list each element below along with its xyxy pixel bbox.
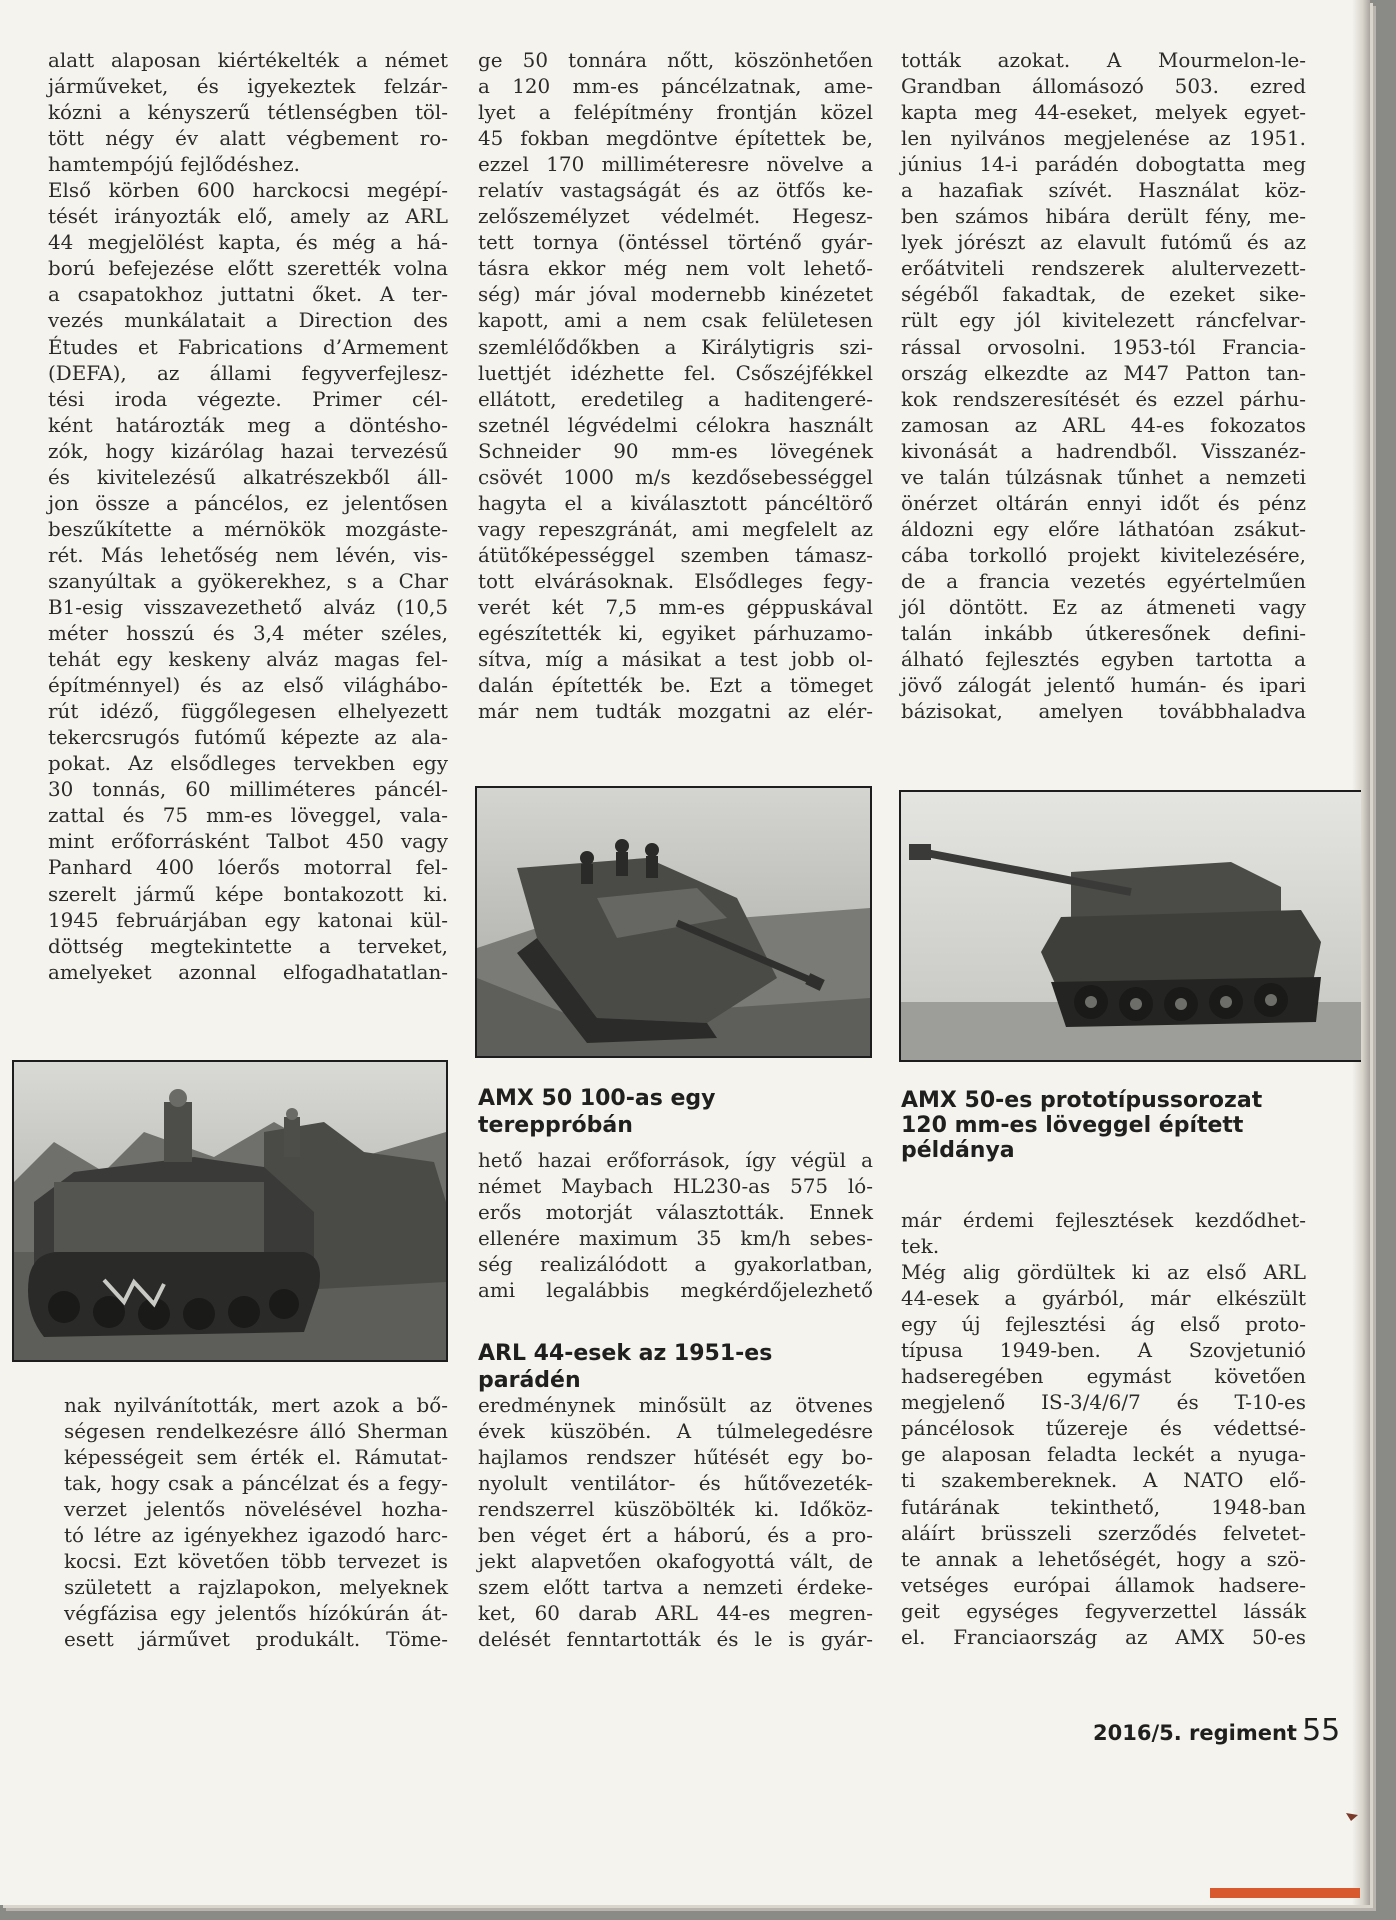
text-line: ségesen rendelkezésre álló Sherman [64,1420,448,1444]
caption-amx50-120 [901,1088,1321,1163]
text-line: alatt alaposan kiértékelték a német [48,49,448,72]
text-line: pokat. Az elsődleges tervekben egy [48,752,448,776]
text-line: ellátott, eredetileg a haditengeré- [478,387,873,411]
text-line: végfázisa egy jelentős hízókúrán át- [64,1602,448,1626]
text-line: (DEFA), az állami fegyverfejlesz- [48,361,448,385]
text-line: építménnyel) és az első világhábo- [48,674,448,698]
text-line: Grandban állomásozó 503. ezred [901,75,1306,99]
text-line: ge alaposan feladta leckét a nyuga- [901,1443,1306,1467]
caption-amx50-120-line-1: AMX 50-es prototípussorozat [901,1088,1263,1113]
column-2-text-bottom [478,1393,873,1653]
text-line: talán inkább útkeresőnek defini- [901,622,1306,646]
page-edge-accent [1210,1888,1360,1898]
caption-amx50-100: AMX 50 100-as egy tereppróbán [478,1086,716,1138]
text-line: tek. [901,1235,940,1259]
text-line: tott elvárásoknak. Elsődleges fegy- [478,569,873,593]
text-line: luettjét idézhette fel. Csőszéjfékkel [478,361,873,385]
text-line: és kivitelezésű alkatrészekből áll- [48,465,448,489]
text-line: rült egy jól kivitelezett ráncfelvar- [901,309,1306,333]
text-line: len nyilvános megjelenése az 1951. [901,127,1306,151]
text-line: már érdemi fejlesztések kezdődhet- [901,1209,1306,1232]
text-line: el. Franciaország az AMX 50-es [901,1625,1306,1649]
caption-arl44-parade: ARL 44-esek az 1951-es parádén [478,1341,773,1393]
text-line: nyolult ventilátor- és hűtővezeték- [478,1472,873,1496]
text-line: szem előtt tartva a nemzeti érdeke- [478,1576,873,1600]
text-line: bázisokat, amelyen továbbhaladva [901,700,1306,724]
text-line: de a francia vezetés egyértelműen [901,569,1306,593]
issue-label: 2016/5. regiment [1093,1721,1297,1745]
text-line: erőátviteli rendszerek alultervezett- [901,257,1306,281]
text-line: Még alig gördültek ki az első ARL [901,1261,1306,1285]
text-line: már nem tudták mozgatni az elér- [478,700,873,724]
text-line: rét. Más lehetőség nem lévén, vis- [48,543,448,567]
column-2-text-top [478,48,873,725]
text-line: jon össze a páncélos, ez jelentősen [48,491,448,515]
text-line: tett tornya (öntéssel történő gyár- [478,231,873,255]
text-line: a hazafiak szívét. Használat köz- [901,179,1306,203]
text-line: tak, hogy csak a páncélzat és a fegy- [64,1472,448,1496]
text-line: mint erőforrásként Talbot 450 vagy [48,830,448,854]
text-line: tehát egy keskeny alváz magas fel- [48,648,448,672]
text-line: kapta meg 44-eseket, melyek egyet- [901,101,1306,125]
text-line: ország elkezdte az M47 Patton tan- [901,361,1306,385]
text-line: évek küszöbén. A túlmelegedésre [478,1420,873,1444]
text-line: ború befejezése előtt szerették volna [48,257,448,281]
text-line: egészítették ki, egyiket párhuzamo- [478,622,873,646]
text-line: ket, 60 darab ARL 44-es megren- [478,1602,873,1626]
text-line: ami legalábbis megkérdőjelezhető [478,1279,873,1303]
text-line: 44-esek a gyárból, már elkészült [901,1287,1306,1311]
text-line: tési iroda végezte. Primer cél- [48,387,448,411]
text-line: csövét 1000 m/s kezdősebességgel [478,465,873,489]
text-line: relatív vastagságát és az ötfős ke- [478,179,873,203]
text-line: tekercsrugós futómű képezte az ala- [48,726,448,750]
text-line: zamosan az ARL 44-es fokozatos [901,413,1306,437]
text-line: ként határozták meg a döntésho- [48,413,448,437]
text-line: kapott, ami a nem csak felületesen [478,309,873,333]
text-line: verzet jelentős növelésével hozha- [64,1498,448,1522]
text-line: cába torkolló projekt kivitelezésére, [901,543,1306,567]
text-line: erős motorját választották. Ennek [478,1201,873,1225]
text-line: hadseregében egymást követően [901,1365,1306,1389]
text-line: német Maybach HL230-as 575 ló- [478,1175,873,1199]
text-line: zattal és 75 mm-es löveggel, vala- [48,804,448,828]
text-line: 30 tonnás, 60 milliméteres páncél- [48,778,448,802]
text-line: áldozni egy előre láthatóan zsákut- [901,517,1306,541]
text-line: tó létre az igényekhez igazodó harc- [64,1524,448,1548]
text-line: kivonását a hadrendből. Visszanéz- [901,439,1306,463]
text-line: jövő zálogát jelentő humán- és ipari [901,674,1306,698]
text-line: rút idéző, függőlegesen elhelyezett [48,700,448,724]
text-line: Schneider 90 mm-es lövegének [478,439,873,463]
column-3-text-bottom [901,1208,1306,1651]
caption-amx50-120-line-2: 120 mm-es löveggel épített [901,1113,1244,1138]
text-line: egy új fejlesztési ág első proto- [901,1313,1306,1337]
text-line: jekt alapvetően okafogyottá vált, de [478,1550,873,1574]
arrow-mark-icon [1346,1813,1358,1821]
text-line: tését irányozták elő, amely az ARL [48,205,448,229]
text-line: tött négy év alatt végbement ro- [48,127,448,151]
text-line: ge 50 tonnára nőtt, köszönhetően [478,49,873,72]
text-line: ellenére maximum 35 km/h sebes- [478,1227,873,1251]
text-line: zelőszemélyzet védelmét. Hegesz- [478,205,873,229]
text-line: szerelt jármű képe bontakozott ki. [48,882,448,906]
text-line: aláírt brüsszeli szerződés felvetet- [901,1521,1306,1545]
text-line: beszűkítette a mérnökök mozgáste- [48,517,448,541]
text-line: jól döntött. Ez az átmeneti vagy [901,595,1306,619]
text-line: ségéből fakadtak, de ezeket sike- [901,283,1306,307]
text-line: dalán építették be. Ezt a tömeget [478,674,873,698]
column-3-text-top [901,48,1306,725]
text-line: tották azokat. A Mourmelon-le- [901,49,1306,72]
text-line: ség realizálódott a gyakorlatban, [478,1253,873,1277]
text-line: szetnél légvédelmi célokra használt [478,413,873,437]
text-line: kózni a kényszerű tétlenségben töl- [48,101,448,125]
text-line: átütőképességgel szemben támasz- [478,543,873,567]
caption-amx50-120-line-3: példánya [901,1138,1015,1163]
text-line: amelyeket azonnal elfogadhatatlan- [48,960,448,984]
amx50-100-terrain-photo [475,786,872,1058]
text-line: döttség megtekintette a terveket, [48,934,448,958]
text-line: te annak a lehetőségét, hogy a szö- [901,1547,1306,1571]
column-1-text-top [48,48,448,986]
text-line: rendszerrel küszöbölték ki. Időköz- [478,1498,873,1522]
text-line: típusa 1949-ben. A Szovjetunió [901,1339,1306,1363]
text-line: ti szakembereknek. A NATO elő- [901,1469,1306,1493]
text-line: szemlélődőkben a Királytigris szi- [478,335,873,359]
text-line: ben számos hibára derült fény, me- [901,205,1306,229]
text-line: járműveket, és igyekeztek felzár- [48,75,448,99]
text-line: önérzet oltárán ennyi időt és pénz [901,491,1306,515]
text-line: nak nyilvánították, mert azok a bő- [64,1394,448,1417]
text-line: 45 fokban megdöntve építettek be, [478,127,873,151]
text-line: ve talán túlzásnak tűnhet a nemzeti [901,465,1306,489]
text-line: vezés munkálatait a Direction des [48,309,448,333]
text-line: álható fejlesztés egyben tartotta a [901,648,1306,672]
text-line: zók, hogy kizárólag hazai tervezésű [48,439,448,463]
column-2-text-middle [478,1148,873,1304]
text-line: lyek jórészt az elavult futómű és az [901,231,1306,255]
page-footer [1093,1713,1340,1748]
text-line: hamtempójú fejlődéshez. [48,153,300,177]
text-line: esett járművet produkált. Töme- [64,1628,448,1652]
text-line: Első körben 600 harckocsi megépí- [48,179,448,203]
text-line: született a rajzlapokon, melyeknek [64,1576,448,1600]
text-line: sítva, míg a másikat a test jobb ol- [478,648,873,672]
text-line: tásra ekkor még nem volt lehető- [478,257,873,281]
text-line: B1-esig visszavezethető alváz (10,5 [48,595,448,619]
text-line: képességeit sem érték el. Rámutat- [64,1446,448,1470]
text-line: futárának tekinthető, 1948-ban [901,1495,1306,1519]
text-line: lyet a felépítmény frontján közel [478,101,873,125]
text-line: geit egységes fegyverzettel lássák [901,1599,1306,1623]
page-number: 55 [1302,1713,1341,1748]
text-line: hető hazai erőforrások, így végül a [478,1149,873,1172]
text-line: ség) már jóval modernebb kinézetet [478,283,873,307]
text-line: Panhard 400 lóerős motorral fel- [48,856,448,880]
text-line: megjelenő IS-3/4/6/7 és T-10-es [901,1391,1306,1415]
text-line: 1945 februárjában egy katonai kül- [48,908,448,932]
text-line: hagyta el a kiválasztott páncéltörő [478,491,873,515]
text-line: verét két 7,5 mm-es géppuskával [478,595,873,619]
text-line: 44 megjelölést kapta, és még a há- [48,231,448,255]
text-line: méter hosszú és 3,4 méter széles, [48,622,448,646]
text-line: a csapatokhoz juttatni őket. A ter- [48,283,448,307]
text-line: eredménynek minősült az ötvenes [478,1394,873,1417]
text-line: vagy repeszgránát, ami megfelelt az [478,517,873,541]
text-line: kok rendszeresítését és ezzel párhu- [901,387,1306,411]
arl44-parade-photo [12,1060,448,1362]
text-line: kocsi. Ezt követően több tervezet is [64,1550,448,1574]
text-line: szanyúltak a gyökerekhez, s a Char [48,569,448,593]
text-line: rással orvosolni. 1953-tól Francia- [901,335,1306,359]
text-line: páncélosok tűzereje és védettsé- [901,1417,1306,1441]
text-line: június 14-i parádén dobogtatta meg [901,153,1306,177]
text-line: Études et Fabrications d’Armement [48,335,448,359]
text-line: hajlamos rendszer hűtését egy bo- [478,1446,873,1470]
column-1-text-bottom [64,1393,448,1653]
text-line: delését fenntartották és le is gyár- [478,1628,873,1652]
text-line: ezzel 170 milliméteresre növelve a [478,153,873,177]
text-line: ben véget ért a háború, és a pro- [478,1524,873,1548]
text-line: a 120 mm-es páncélzatnak, ame- [478,75,873,99]
amx50-120-prototype-photo [899,790,1361,1062]
text-line: vetséges európai államok hadsere- [901,1573,1306,1597]
